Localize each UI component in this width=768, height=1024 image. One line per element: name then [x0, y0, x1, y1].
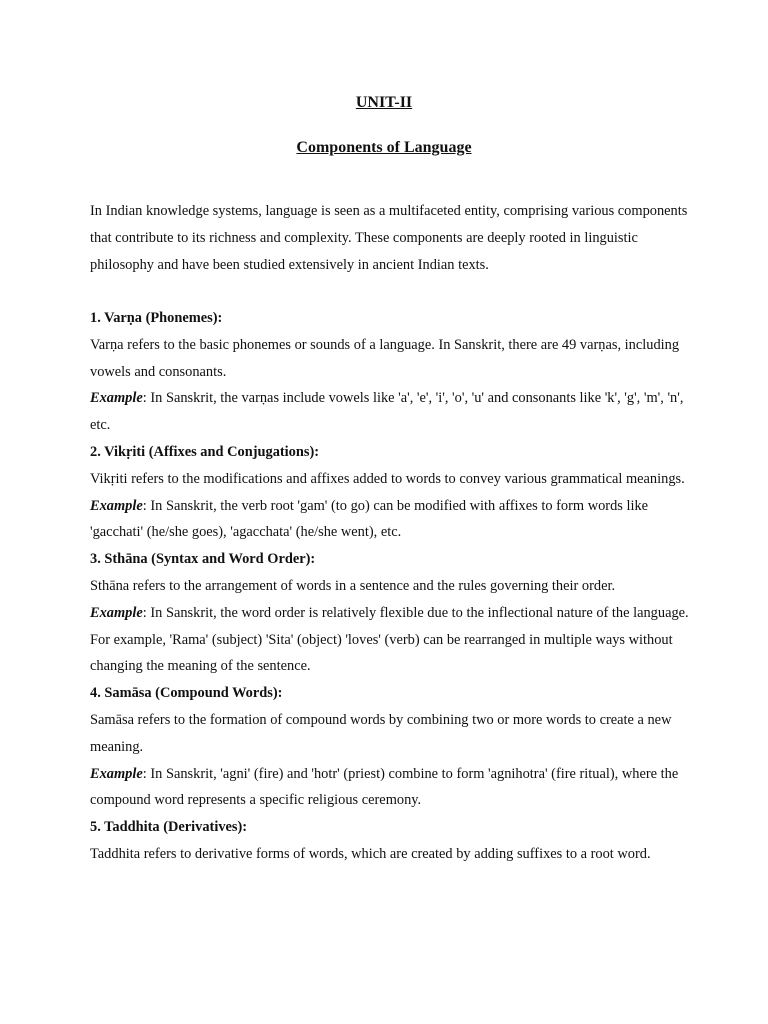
intro-paragraph: In Indian knowledge systems, language is seen as a multifaceted entity, comprising various components that contribute to its richness and complexity. These components are deeply rooted in linguistic philosophy and have been studied extensively in ancient Indian texts. [90, 203, 688, 273]
section-definition: Vikṛiti refers to the modifications and affixes added to words to convey various grammatical meanings. [90, 470, 685, 487]
sections-block [90, 305, 690, 868]
section-title: 2. Vikṛiti (Affixes and Conjugations): [90, 443, 320, 460]
example-text: : In Sanskrit, the word order is relatively flexible due to the inflectional nature of the language. For example, 'Rama' (subject) 'Sita' (object) 'loves' (verb) can be rearranged in multiple ways without changing the meaning of the sentence. [90, 604, 689, 675]
section-varna [90, 305, 690, 439]
example-text: : In Sanskrit, the verb root 'gam' (to go) can be modified with affixes to form words like 'gacchati' (he/she goes), 'agacchata' (he/she went), etc. [90, 497, 649, 541]
section-vikriti [90, 439, 690, 546]
section-taddhita [90, 814, 690, 868]
section-definition: Taddhita refers to derivative forms of words, which are created by adding suffixes to a root word. [90, 845, 651, 862]
example-label: Example [90, 604, 143, 621]
section-definition: Sthāna refers to the arrangement of words in a sentence and the rules governing their order. [90, 577, 616, 594]
section-title: 1. Varṇa (Phonemes): [90, 310, 223, 326]
section-example [90, 761, 690, 815]
section-title: 3. Sthāna (Syntax and Word Order): [90, 551, 316, 568]
section-definition: Samāsa refers to the formation of compound words by combining two or more words to create a new meaning. [90, 711, 672, 755]
section-example [90, 385, 690, 439]
example-label: Example [90, 497, 143, 514]
section-definition: Varṇa refers to the basic phonemes or sounds of a language. In Sanskrit, there are 49 varṇas, including vowels and consonants. [90, 336, 680, 380]
example-label: Example [90, 390, 143, 407]
section-example [90, 493, 690, 547]
section-title: 5. Taddhita (Derivatives): [90, 819, 248, 836]
section-title: 4. Samāsa (Compound Words): [90, 685, 283, 702]
example-text: : In Sanskrit, 'agni' (fire) and 'hotr' (priest) combine to form 'agnihotra' (fire ritual), where the compound word represents a specific religious ceremony. [90, 765, 679, 809]
main-title: Components of Language [296, 139, 472, 156]
section-example [90, 600, 690, 680]
section-sthana [90, 546, 690, 680]
example-label: Example [90, 765, 143, 782]
intro-block [90, 198, 690, 278]
example-text: : In Sanskrit, the varṇas include vowels like 'a', 'e', 'i', 'o', 'u' and consonants like 'k', 'g', 'm', 'n', etc. [90, 390, 684, 434]
unit-title: UNIT-II [355, 94, 413, 111]
section-samasa [90, 680, 690, 814]
